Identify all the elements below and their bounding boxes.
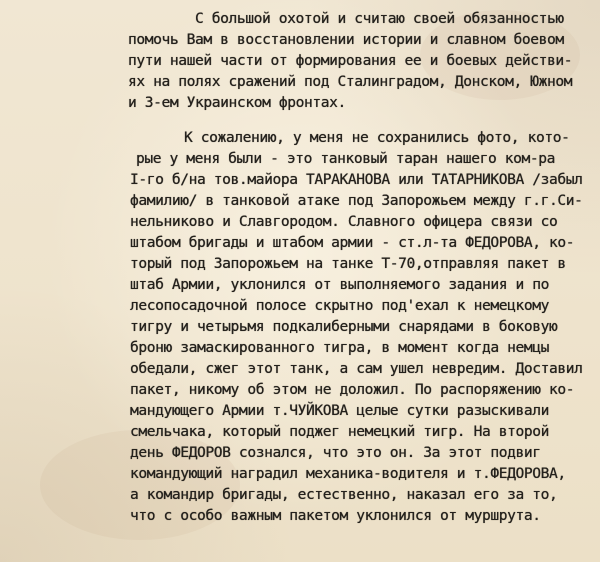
text-line: мандующего Армии т.ЧУЙКОВА целые сутки разыскивали	[130, 403, 549, 419]
text-line: пакет, никому об этом не доложил. По распоряжению ко-	[130, 382, 575, 398]
text-line: штаб Армии, уклонился от выполняемого задания и по	[130, 277, 549, 293]
text-line: что с особо важным пакетом уклонился от муршрута.	[130, 508, 541, 524]
text-line: пути нашей части от формирования ее и боевых действи-	[128, 53, 573, 69]
text-line: К сожалению, у меня не сохранились фото, кото-	[184, 130, 570, 146]
text-line: С большой охотой и считаю своей обязанностью	[195, 11, 564, 27]
text-line: и 3-ем Украинском фронтах.	[128, 95, 346, 111]
text-line: нельниково и Славгородом. Славного офицера связи со	[130, 214, 558, 230]
text-line: броню замаскированного тигра, в момент когда немцы	[130, 340, 549, 356]
text-line: I-го б/на тов.майора ТАРАКАНОВА или ТАТАРНИКОВА /забыл	[130, 172, 583, 188]
text-line: торый под Запорожьем на танке Т-70,отправляя пакет в	[130, 256, 566, 272]
text-line: тигру и четырьмя подкалиберными снарядами в боковую	[130, 319, 558, 335]
text-line: командующий наградил механика-водителя и т.ФЕДОРОВА,	[130, 466, 566, 482]
text-line: день ФЕДОРОВ сознался, что это он. За этот подвиг	[130, 445, 541, 461]
text-line: фамилию/ в танковой атаке под Запорожьем между г.г.Си-	[130, 193, 583, 209]
text-line: помочь Вам в восстановлении истории и славном боевом	[128, 32, 564, 48]
text-line: смельчака, который поджег немецкий тигр. На второй	[130, 424, 549, 440]
text-line: штабом бригады и штабом армии - ст.л-та ФЕДОРОВА, ко-	[130, 235, 575, 251]
text-line: а командир бригады, естественно, наказал его за то,	[130, 487, 558, 503]
text-line: лесопосадочной полосе скрытно под'ехал к немецкому	[130, 298, 549, 314]
text-line: ях на полях сражений под Сталинградом, Донском, Южном	[128, 74, 573, 90]
text-line: обедали, сжег этот танк, а сам ушел невредим. Доставил	[130, 361, 583, 377]
text-line: рые у меня были - это танковый таран нашего ком-ра	[136, 151, 555, 167]
